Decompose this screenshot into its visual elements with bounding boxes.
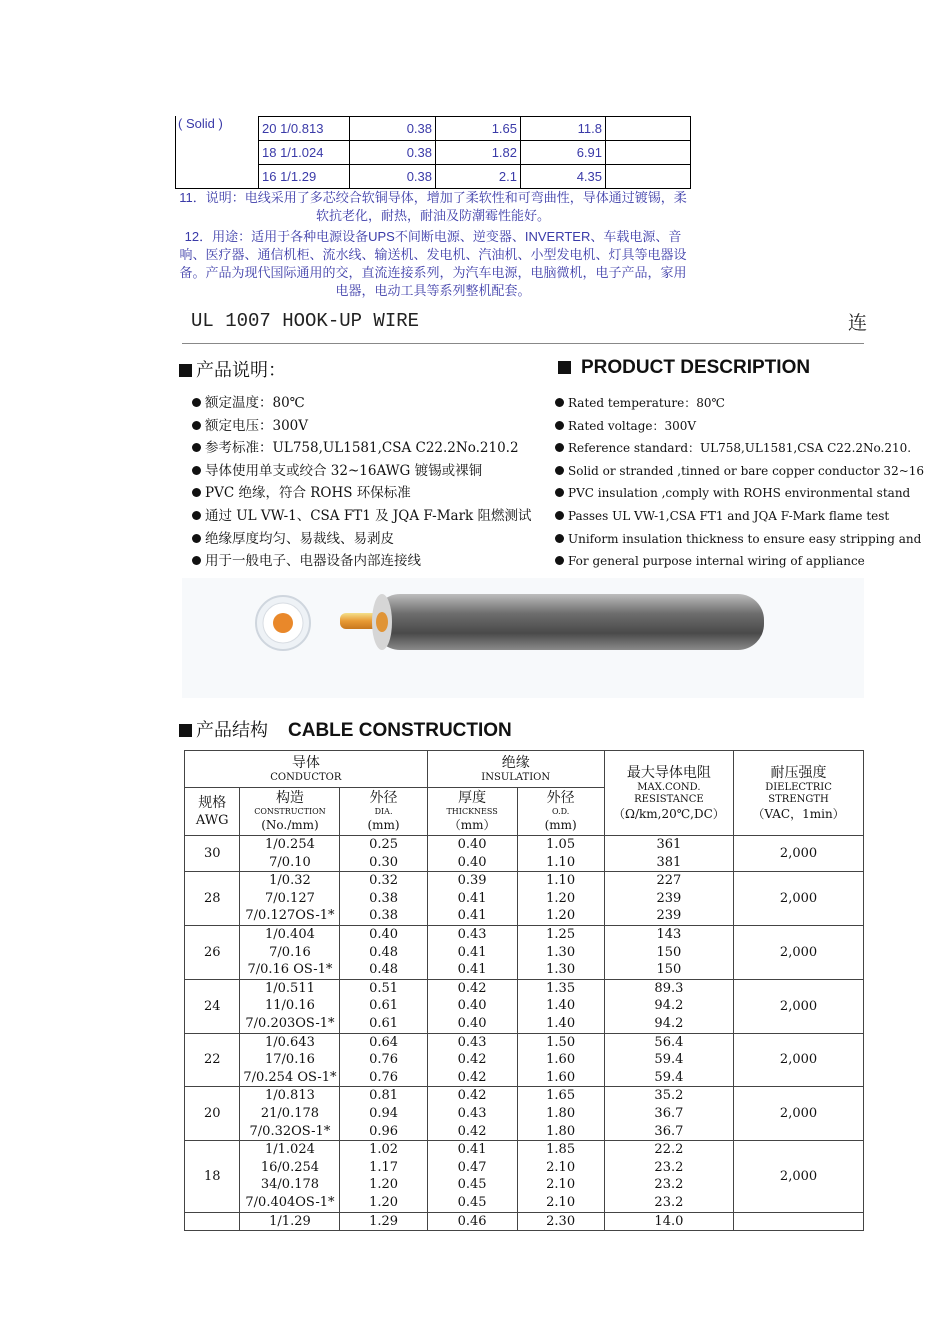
table-left-border [175,116,176,188]
table-cell [240,1033,340,1087]
cell-value: 1.65 [546,1088,576,1104]
table-row [259,117,691,141]
cell-value: 0.47 [457,1159,487,1175]
list-item [555,415,864,438]
cell-value: 0.40 [369,926,399,942]
cell-value: 0.41 [457,962,487,978]
cell-value: 23.2 [654,1194,684,1210]
bullet-dot-icon [192,421,201,430]
cell-value: 2.10 [546,1159,576,1175]
title-divider [182,343,864,344]
cell-value: 1.80 [546,1105,576,1121]
cell-value: 0.94 [369,1105,399,1121]
note-11-text: 11．说明：电线采用了多芯绞合软铜导体，增加了柔软性和可弯曲性，导体通过镀锡，柔软抗老化，耐热，耐油及防潮霉性能好。 [179,190,687,223]
cell-value: 0.61 [369,998,399,1014]
table-cell [240,1087,340,1141]
list-item-text: 额定电压：300V [205,417,309,434]
cell-value: 94.2 [654,998,684,1014]
cell-value: 1.60 [546,1069,576,1085]
wire-cross-section-icon [256,596,310,650]
list-item-text: Rated voltage：300V [568,418,697,433]
table-cell [604,872,733,926]
list-item-text: Solid or stranded ,tinned or bare copper conductor 32~16 [568,463,925,478]
cell-value: 0.41 [457,944,487,960]
cell-value: 23.2 [654,1177,684,1193]
list-item [192,460,542,483]
cell-value: 16/0.254 [260,1159,320,1175]
cell-value: 0.40 [457,854,487,870]
table-cell [606,117,691,141]
cell-value: 0.25 [369,837,399,852]
table-cell: 28 [185,872,240,926]
table-cell [517,925,604,979]
table-cell: 2,000 [734,1033,864,1087]
table-cell: 0.38 [350,141,436,165]
list-item [192,437,542,460]
cell-value: 1.20 [369,1194,399,1210]
cell-value: 7/0.254 OS-1* [243,1069,337,1085]
cell-value: 1/0.404 [265,926,315,942]
list-item-text: 用于一般电子、电器设备内部连接线 [205,553,421,570]
cell-value: 381 [656,854,682,870]
cell-value: 1.02 [369,1142,399,1158]
table-cell [606,165,691,189]
cell-value: 36.7 [654,1105,684,1121]
table-cell [240,836,340,872]
awg-header: 规格 AWG [185,788,240,836]
list-item-text: 绝缘厚度均匀、易裁线、易剥皮 [205,530,394,547]
cell-value: 14.0 [654,1213,684,1229]
table-row [259,141,691,165]
cell-value: 94.2 [654,1015,684,1031]
cell-value: 56.4 [654,1034,684,1050]
table-cell [340,872,427,926]
table-cell: 20 [185,1087,240,1141]
cell-value: 59.4 [654,1069,684,1085]
solid-spec-table [258,116,691,189]
table-cell [427,1033,517,1087]
cell-value: 1/0.643 [265,1034,315,1050]
bullet-dot-icon [192,488,201,497]
cell-value: 21/0.178 [260,1105,320,1121]
cell-value: 35.2 [654,1088,684,1104]
bullet-dot-icon [555,466,564,475]
cell-value: 1.35 [546,980,576,996]
table-cell: 18 1/1.024 [259,141,350,165]
table-cell: 16 1/1.29 [259,165,350,189]
cell-value: 0.38 [369,908,399,924]
table-cell [604,925,733,979]
list-item [192,392,542,415]
table-cell: 2,000 [734,1141,864,1212]
cell-value: 0.41 [457,890,487,906]
cell-value: 0.40 [457,1015,487,1031]
table-cell [240,872,340,926]
list-item [192,505,542,528]
cell-value: 1.60 [546,1052,576,1068]
cell-value: 1.25 [546,926,576,942]
list-item [555,437,912,460]
cell-value: 0.64 [369,1034,399,1050]
cell-value: 0.48 [369,962,399,978]
list-item-text: Uniform insulation thickness to ensure easy stripping and [568,531,922,546]
cell-value: 150 [656,962,682,978]
list-item [555,550,864,573]
cell-value: 0.43 [457,926,487,942]
cell-value: 2.30 [546,1213,576,1229]
cell-value: 0.40 [457,837,487,852]
table-cell [734,1212,864,1231]
table-cell [340,1087,427,1141]
cell-value: 1.20 [369,1177,399,1193]
table-cell [604,1141,733,1212]
table-cell [604,836,733,872]
cell-value: 1.40 [546,1015,576,1031]
cell-value: 0.96 [369,1123,399,1139]
list-item [192,482,542,505]
table-cell: 0.38 [350,117,436,141]
note-12 [176,228,690,300]
cell-value: 150 [656,944,682,960]
cell-value: 0.42 [457,1088,487,1104]
title-right-fragment: 连 [848,312,868,334]
table-cell [604,1033,733,1087]
cell-value: 1.10 [546,873,576,889]
list-item-text: 参考标准：UL758,UL1581,CSA C22.2No.210.2 [205,440,519,457]
table-cell [517,1033,604,1087]
table-cell [340,1141,427,1212]
construction-heading: 产品结构 CABLE CONSTRUCTION [179,716,512,742]
cell-value: 1.30 [546,962,576,978]
table-cell [517,872,604,926]
cell-value: 0.40 [457,998,487,1014]
cell-value: 1/0.813 [265,1088,315,1104]
dia-header: 外径 DIA. (mm) [340,788,427,836]
table-cell: 2.1 [436,165,521,189]
cell-value: 143 [656,926,682,942]
cell-value: 2.10 [546,1194,576,1210]
list-item [192,415,542,438]
cell-value: 23.2 [654,1159,684,1175]
table-row [259,165,691,189]
bullet-dot-icon [555,556,564,565]
bullet-dot-icon [192,466,201,475]
square-bullet-icon [179,724,192,737]
list-item [555,482,911,505]
list-item-text: For general purpose internal wiring of appliance [568,554,865,569]
thickness-header: 厚度 THICKNESS （mm） [427,788,517,836]
cell-value: 0.41 [457,908,487,924]
square-bullet-icon [558,361,571,374]
resistance-header: 最大导体电阻 MAX.COND. RESISTANCE （Ω/km,20℃,DC） [604,751,733,836]
list-item [192,528,542,551]
square-bullet-icon [179,364,192,377]
cell-value: 34/0.178 [260,1177,320,1193]
cell-value: 239 [656,908,682,924]
desc-cn-heading: 产品说明： [179,356,286,382]
cell-value: 0.76 [369,1069,399,1085]
cell-value: 1.20 [546,890,576,906]
cell-value: 0.41 [457,1142,487,1158]
table-cell: 1.65 [436,117,521,141]
table-cell [240,1212,340,1231]
list-item [555,505,890,528]
dielectric-header: 耐压强度 DIELECTRIC STRENGTH （VAC，1min） [734,751,864,836]
table-cell: 2,000 [734,979,864,1033]
list-item [555,528,922,551]
bullet-dot-icon [555,421,564,430]
table-row [185,872,864,926]
table-cell [604,1212,733,1231]
table-cell [240,979,340,1033]
cell-value: 1/0.511 [265,980,315,996]
table-cell [185,1212,240,1231]
cell-value: 0.39 [457,873,487,889]
table-row [185,925,864,979]
od-header: 外径 O.D. (mm) [517,788,604,836]
table-cell: 30 [185,836,240,872]
table-cell: 24 [185,979,240,1033]
cell-value: 0.30 [369,854,399,870]
table-cell: 2,000 [734,836,864,872]
cell-value: 1/0.32 [269,873,311,889]
cell-value: 7/0.32OS-1* [249,1123,331,1139]
table-cell: 6.91 [521,141,606,165]
bullets-en [555,392,925,573]
table-cell [604,979,733,1033]
table-cell [427,836,517,872]
table-cell [340,1033,427,1087]
desc-en-heading: PRODUCT DESCRIPTION [558,357,810,379]
table-row [185,1212,864,1231]
conductor-header: 导体 CONDUCTOR [185,751,428,788]
cell-value: 1.85 [546,1142,576,1158]
cell-value: 7/0.16 [269,944,311,960]
cell-value: 361 [656,837,682,852]
table-cell [517,836,604,872]
bullet-dot-icon [192,398,201,407]
cell-value: 17/0.16 [265,1052,315,1068]
bullet-dot-icon [192,534,201,543]
table-cell: 2,000 [734,925,864,979]
cell-value: 0.42 [457,980,487,996]
table-cell: 0.38 [350,165,436,189]
table-cell: 2,000 [734,1087,864,1141]
wire-side-view-icon [340,594,764,650]
table-cell [606,141,691,165]
cell-value: 0.51 [369,980,399,996]
table-cell [427,925,517,979]
table-cell: 2,000 [734,872,864,926]
cell-value: 7/0.203OS-1* [245,1015,335,1031]
bullet-dot-icon [192,443,201,452]
table-row [185,1141,864,1212]
table-cell [517,979,604,1033]
table-cell: 4.35 [521,165,606,189]
cell-value: 7/0.10 [269,854,311,870]
cell-value: 1.80 [546,1123,576,1139]
table-row [185,1033,864,1087]
table-cell [340,1212,427,1231]
note-11 [176,189,690,225]
list-item-text: Passes UL VW-1,CSA FT1 and JQA F-Mark flame test [568,508,890,523]
cable-construction-table [184,750,864,1229]
cell-value: 1/1.29 [269,1213,311,1229]
cell-value: 0.45 [457,1177,487,1193]
bullet-dot-icon [192,556,201,565]
table-cell: 20 1/0.813 [259,117,350,141]
table-cell [517,1212,604,1231]
cell-value: 0.81 [369,1088,399,1104]
cell-value: 7/0.16 OS-1* [247,962,333,978]
cell-value: 0.38 [369,890,399,906]
list-item-text: 导体使用单支或绞合 32~16AWG 镀锡或裸铜 [205,462,483,479]
list-item [192,550,542,573]
product-title: UL 1007 HOOK-UP WIRE [191,310,420,332]
bullet-dot-icon [555,443,564,452]
cell-value: 1.29 [369,1213,399,1229]
table-row [185,1087,864,1141]
wire-illustration [182,578,864,698]
list-item [555,392,864,415]
list-item [555,460,925,483]
cell-value: 59.4 [654,1052,684,1068]
cell-value: 0.45 [457,1194,487,1210]
cell-value: 0.43 [457,1105,487,1121]
table-cell: 22 [185,1033,240,1087]
table-cell [517,1087,604,1141]
bullet-dot-icon [192,511,201,520]
table-cell: 1.82 [436,141,521,165]
table-cell [427,1141,517,1212]
table-cell: 11.8 [521,117,606,141]
cell-value: 1.10 [546,854,576,870]
cable-table [184,750,864,1231]
cell-value: 1.40 [546,998,576,1014]
table-cell [427,872,517,926]
list-item-text: PVC insulation ,comply with ROHS environmental stand [568,486,911,501]
cell-value: 2.10 [546,1177,576,1193]
cell-value: 0.42 [457,1123,487,1139]
cell-value: 1/1.024 [265,1142,315,1158]
table-cell [240,1141,340,1212]
insulation-header: 绝缘 INSULATION [427,751,604,788]
list-item-text: Reference standard：UL758,UL1581,CSA C22.2No.210. [568,441,912,456]
bullets-cn [192,392,542,573]
cell-value: 0.46 [457,1213,487,1229]
table-cell [427,1212,517,1231]
cell-value: 7/0.404OS-1* [245,1194,335,1210]
cell-value: 7/0.127OS-1* [245,908,335,924]
cell-value: 0.76 [369,1052,399,1068]
cell-value: 1/0.254 [265,837,315,852]
bullet-dot-icon [555,511,564,520]
cell-value: 0.61 [369,1015,399,1031]
cell-value: 0.43 [457,1034,487,1050]
bullet-dot-icon [555,534,564,543]
cell-value: 1.20 [546,908,576,924]
cell-value: 1.17 [369,1159,399,1175]
table-cell [340,836,427,872]
table-cell: 26 [185,925,240,979]
table-cell [427,1087,517,1141]
table-cell [340,925,427,979]
cell-value: 89.3 [654,980,684,996]
cell-value: 0.42 [457,1052,487,1068]
table-cell: 18 [185,1141,240,1212]
table-row [185,979,864,1033]
cell-value: 1.50 [546,1034,576,1050]
solid-label: ( Solid ) [178,116,223,131]
cell-value: 0.48 [369,944,399,960]
cell-value: 7/0.127 [265,890,315,906]
cell-value: 0.42 [457,1069,487,1085]
note-12-text: 12．用途：适用于各种电源设备UPS不间断电源、逆变器、INVERTER、车载电源、音响、医疗器、通信机柜、流水线、输送机、发电机、汽油机、小型发电机、灯具等电器设备。产品为现代国际通用的交，直流连接系列，为汽车电源，电脑微机，电子产品，家用电器，电动工具等系列整机配套。 [179,229,687,298]
list-item-text: 额定温度：80℃ [205,395,305,411]
bullet-dot-icon [555,488,564,497]
table-cell [240,925,340,979]
table-cell [517,1141,604,1212]
table-cell [604,1087,733,1141]
table-cell [427,979,517,1033]
cell-value: 227 [656,873,682,889]
cell-value: 22.2 [654,1142,684,1158]
cell-value: 1.05 [546,837,576,852]
construction-header: 构造 CONSTRUCTION (No./mm) [240,788,340,836]
list-item-text: Rated temperature：80℃ [568,396,725,410]
list-item-text: 通过 UL VW-1、CSA FT1 及 JQA F-Mark 阻燃测试 [205,507,532,524]
cell-value: 11/0.16 [265,998,315,1014]
table-row [185,836,864,872]
cell-value: 1.30 [546,944,576,960]
table-cell [340,979,427,1033]
bullet-dot-icon [555,398,564,407]
cell-value: 36.7 [654,1123,684,1139]
list-item-text: PVC 绝缘，符合 ROHS 环保标准 [205,485,411,502]
cell-value: 239 [656,890,682,906]
cell-value: 0.32 [369,873,399,889]
